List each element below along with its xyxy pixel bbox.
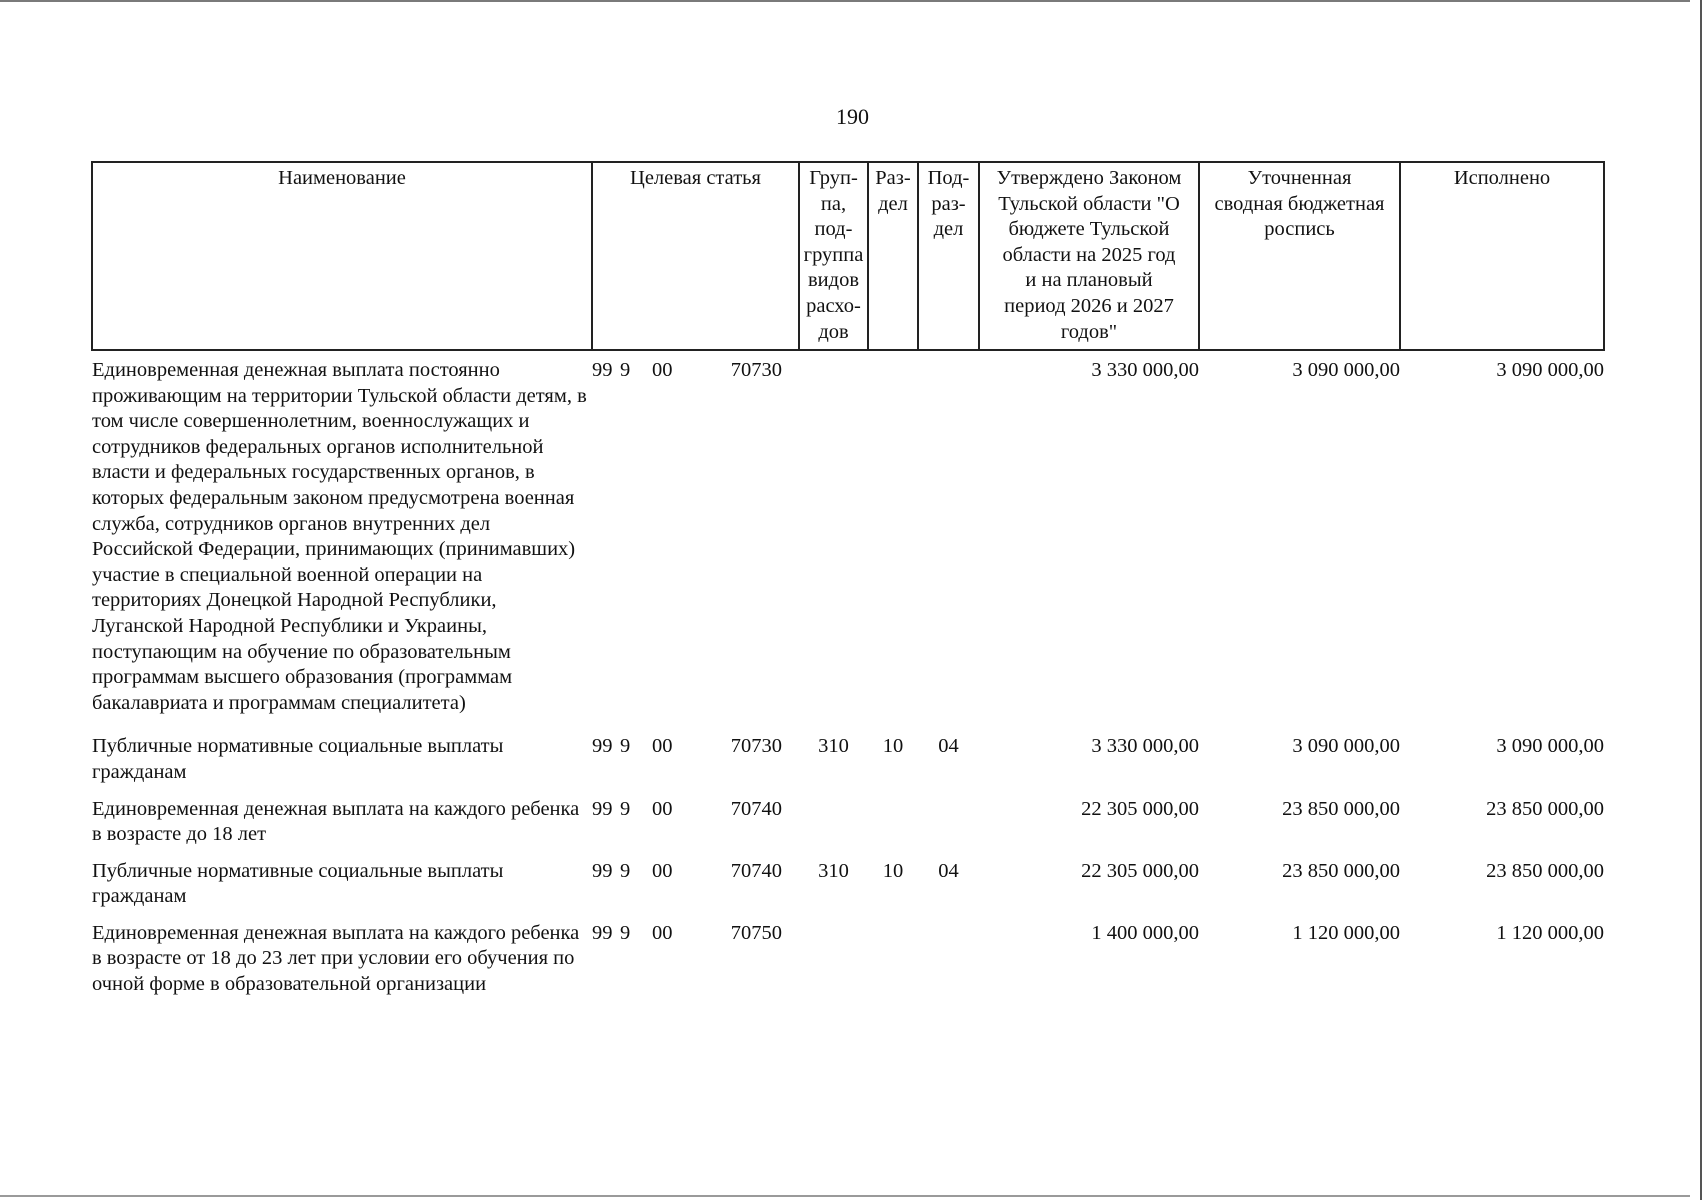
target-article-code xyxy=(592,848,799,885)
code-part: 9 xyxy=(620,359,631,381)
executed-amount: 3 090 000,00 xyxy=(1496,359,1604,381)
header-name: Наименование xyxy=(92,162,592,350)
code-part: 70730 xyxy=(730,359,782,381)
code-part: 00 xyxy=(652,921,673,944)
table-row xyxy=(92,848,1604,910)
target-article-code xyxy=(592,716,799,760)
expense-group-code xyxy=(799,786,868,848)
section-code: 10 xyxy=(882,735,904,758)
code-part: 99 xyxy=(592,921,613,944)
header-target-article: Целевая статья xyxy=(592,162,799,350)
code-part: 9 xyxy=(620,859,631,882)
executed-amount: 23 850 000,00 xyxy=(1486,797,1604,820)
executed-amount: 3 090 000,00 xyxy=(1496,735,1604,758)
table-row xyxy=(92,716,1604,785)
section-code xyxy=(868,786,918,848)
table-row xyxy=(92,786,1604,848)
header-section: Раз- дел xyxy=(868,162,918,350)
approved-amount: 1 400 000,00 xyxy=(1091,921,1199,944)
code-part: 00 xyxy=(652,359,673,381)
executed-amount: 1 120 000,00 xyxy=(1496,921,1604,944)
page-number: 190 xyxy=(836,104,869,129)
approved-amount: 3 330 000,00 xyxy=(1091,359,1199,381)
table-row xyxy=(92,910,1604,998)
section-code xyxy=(868,910,918,998)
subsection-code: 04 xyxy=(938,735,959,758)
code-part: 00 xyxy=(652,797,673,820)
target-article-code xyxy=(592,910,799,947)
expense-group-code: 310 xyxy=(818,859,849,882)
row-name: Единовременная денежная выплата постоянно проживающим на территории Тульской области детям, в том числе совершеннолетним, военнослужащих и сотрудников федеральных органов исполнительной власти и федеральных государственных органов, в которых федеральным законом предусмотрена военная служба, сотрудников органов внутренних дел Российской Федерации, принимающих (принимавших) участие в специальной военной операции на территориях Донецкой Народной Республики, Луганской Народной Республики и Украины, поступающим на обучение по образовательным программам высшего образования (программам бакалавриата и программам специалитета) xyxy=(92,359,587,714)
code-part: 99 xyxy=(592,797,613,820)
code-part: 70740 xyxy=(730,797,782,820)
target-article-code xyxy=(592,786,799,823)
section-code xyxy=(868,350,918,716)
executed-amount: 23 850 000,00 xyxy=(1486,859,1604,882)
target-article-code xyxy=(592,351,799,384)
table-row xyxy=(92,350,1604,716)
code-part: 70750 xyxy=(730,921,782,944)
budget-table xyxy=(91,161,1605,998)
subsection-code xyxy=(918,786,979,848)
refined-amount: 3 090 000,00 xyxy=(1292,359,1400,381)
subsection-code xyxy=(918,910,979,998)
expense-group-code: 310 xyxy=(818,735,849,758)
header-row xyxy=(92,162,1604,350)
subsection-code xyxy=(918,350,979,716)
code-part: 99 xyxy=(592,859,613,882)
scan-border-right xyxy=(1700,0,1702,1200)
code-part: 9 xyxy=(620,797,631,820)
code-part: 00 xyxy=(652,735,673,758)
scan-border-bottom xyxy=(0,1195,1690,1197)
code-part: 00 xyxy=(652,859,673,882)
scan-border-top xyxy=(0,0,1690,2)
header-approved-law: Утверждено Законом Тульской области "О бюджете Тульской области на 2025 год и на плановый период 2026 и 2027 годов" xyxy=(979,162,1199,350)
approved-amount: 22 305 000,00 xyxy=(1081,797,1199,820)
code-part: 99 xyxy=(592,735,613,758)
refined-amount: 3 090 000,00 xyxy=(1292,735,1400,758)
code-part: 9 xyxy=(620,735,631,758)
row-name: Публичные нормативные социальные выплаты гражданам xyxy=(92,735,504,783)
row-name: Публичные нормативные социальные выплаты гражданам xyxy=(92,859,504,908)
code-part: 9 xyxy=(620,921,631,944)
expense-group-code xyxy=(799,910,868,998)
code-part: 99 xyxy=(592,359,613,381)
code-part: 70740 xyxy=(730,859,782,882)
subsection-code: 04 xyxy=(938,859,959,882)
header-refined-list: Уточненная сводная бюджетная роспись xyxy=(1199,162,1400,350)
approved-amount: 3 330 000,00 xyxy=(1091,735,1199,758)
expense-group-code xyxy=(799,350,868,716)
header-expense-group: Груп- па, под- группа видов расхо- дов xyxy=(799,162,868,350)
row-name: Единовременная денежная выплата на каждого ребенка в возрасте от 18 до 23 лет при условии его обучения по очной форме в образовательной организации xyxy=(92,921,580,996)
refined-amount: 23 850 000,00 xyxy=(1282,797,1400,820)
header-executed: Исполнено xyxy=(1400,162,1604,350)
refined-amount: 1 120 000,00 xyxy=(1292,921,1400,944)
code-part: 70730 xyxy=(730,735,782,758)
refined-amount: 23 850 000,00 xyxy=(1282,859,1400,882)
section-code: 10 xyxy=(882,859,904,882)
approved-amount: 22 305 000,00 xyxy=(1081,859,1199,882)
row-name: Единовременная денежная выплата на каждого ребенка в возрасте до 18 лет xyxy=(92,797,580,846)
header-subsection: Под- раз- дел xyxy=(918,162,979,350)
